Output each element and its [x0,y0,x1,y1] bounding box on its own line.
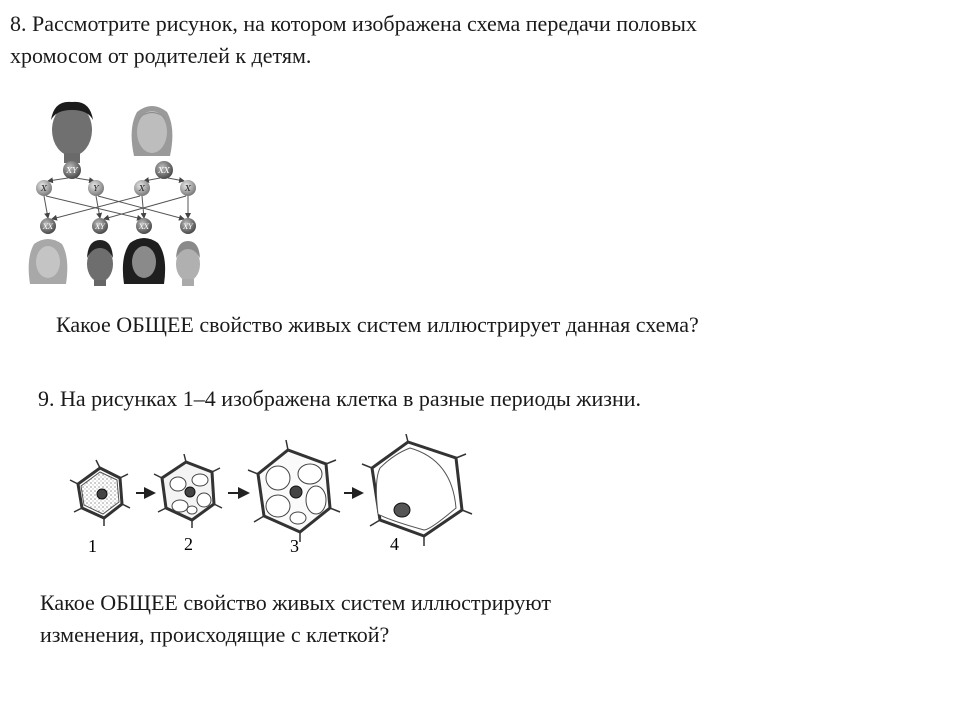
plant-cell-stage-2-icon [154,454,222,528]
mother-chromosome-label: XX [158,166,170,175]
gamete-2-label: Y [93,184,99,193]
gamete-1 [36,180,52,196]
gamete-4-label: X [185,184,191,193]
sex-chromosome-inheritance-diagram [24,98,204,288]
father-head-icon [51,102,93,163]
son-head-icon [176,241,200,286]
plant-cell-stage-1-icon [70,460,130,526]
question-9-text: 9. На рисунках 1–4 изображена клетка в разные периоды жизни. [38,386,641,411]
plant-cell-stage-4-icon [362,434,472,546]
question-8-text [10,8,910,72]
child-2-label: XY [95,223,105,231]
question-8-prompt: Какое ОБЩЕЕ свойство живых систем иллюстрирует данная схема? [56,312,699,337]
plant-cell-stages-diagram [62,434,482,564]
daughter-head-icon [123,238,165,284]
question-9-prompt [40,587,740,651]
cell-label-3: 3 [290,536,299,556]
child-4-label: XY [183,223,193,231]
cell-label-1: 1 [88,536,97,556]
question-8-line-2: хромосом от родителей к детям. [10,43,312,68]
question-9-prompt-line-2: изменения, происходящие с клеткой? [40,622,390,647]
child-2-chromosome [92,218,108,234]
father-chromosome-ball [63,161,81,179]
gamete-1-label: X [41,184,47,193]
child-1-label: XX [43,223,53,231]
child-4-chromosome [180,218,196,234]
child-1-chromosome [40,218,56,234]
child-3-label: XX [139,223,149,231]
plant-cell-stage-3-icon [248,440,340,542]
question-8-line-1: 8. Рассмотрите рисунок, на котором изображена схема передачи половых [10,11,697,36]
mother-chromosome-ball [155,161,173,179]
gamete-3-label: X [139,184,145,193]
crossing-arrows [44,196,188,219]
gamete-2 [88,180,104,196]
child-3-chromosome [136,218,152,234]
gamete-4 [180,180,196,196]
daughter-head-icon [29,239,68,284]
cell-label-4: 4 [390,534,399,554]
gamete-3 [134,180,150,196]
father-chromosome-label: XY [66,166,78,175]
mother-head-icon [132,106,173,156]
question-9-prompt-line-1: Какое ОБЩЕЕ свойство живых систем иллюстрируют [40,590,552,615]
cell-label-2: 2 [184,534,193,554]
son-head-icon [87,240,113,286]
